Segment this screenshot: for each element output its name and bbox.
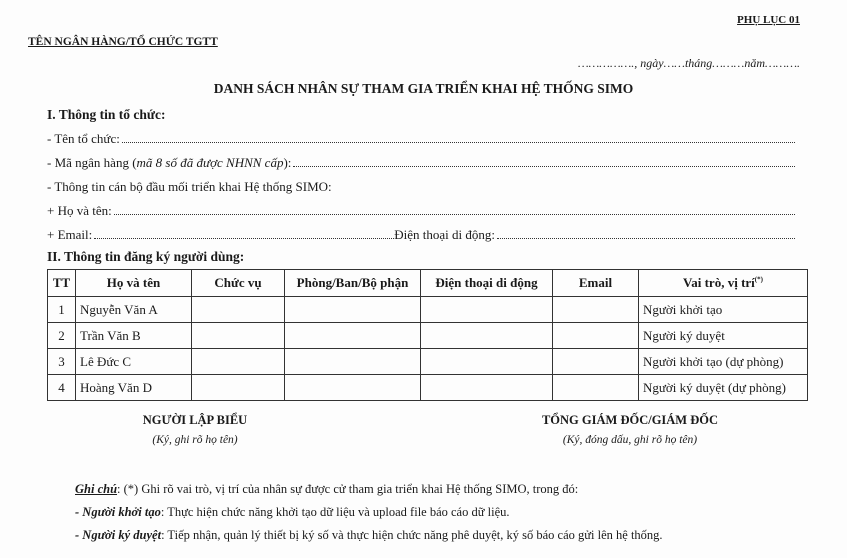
user-registration-table	[47, 269, 808, 401]
cell-tt: 1	[48, 297, 76, 323]
col-header-tt: TT	[48, 270, 76, 297]
cell-phone	[421, 297, 553, 323]
cell-tt: 4	[48, 375, 76, 401]
bank-code-note: mã 8 số đã được NHNN cấp	[136, 155, 284, 170]
cell-name: Trần Văn B	[76, 323, 192, 349]
note-item-initiator	[75, 505, 510, 520]
cell-position	[192, 375, 285, 401]
note-intro-text: : (*) Ghi rõ vai trò, vị trí của nhân sự được cử tham gia triển khai Hệ thống SIMO, trong đó:	[117, 482, 579, 496]
preparer-title: NGƯỜI LẬP BIỂU	[142, 413, 248, 427]
fill-line	[122, 132, 795, 143]
email-phone-line	[47, 227, 795, 243]
cell-email	[553, 349, 639, 375]
table-row	[48, 349, 808, 375]
date-line: ……………., ngày……tháng………năm……….	[577, 56, 800, 70]
cell-department	[285, 349, 421, 375]
bank-code-label: - Mã ngân hàng (	[47, 155, 137, 170]
note-item-approver	[75, 528, 663, 543]
table-row	[48, 297, 808, 323]
contact-label: - Thông tin cán bộ đầu mối triển khai Hệ thống SIMO:	[47, 179, 332, 194]
note-initiator-label: - Người khởi tạo	[75, 505, 161, 519]
fill-line	[94, 228, 394, 239]
note-label: Ghi chú	[75, 482, 118, 496]
appendix-label: PHỤ LỤC 01	[737, 14, 800, 26]
fill-line	[114, 204, 795, 215]
email-label: + Email:	[47, 227, 93, 242]
cell-tt: 3	[48, 349, 76, 375]
fullname-label: + Họ và tên:	[47, 203, 112, 218]
note-approver-text: : Tiếp nhận, quản lý thiết bị ký số và thực hiện chức năng phê duyệt, ký số báo cáo gửi lên hệ thống.	[161, 528, 663, 542]
cell-name: Nguyễn Văn A	[76, 297, 192, 323]
cell-email	[553, 323, 639, 349]
fill-line	[293, 156, 795, 167]
director-title: TỔNG GIÁM ĐỐC/GIÁM ĐỐC	[541, 413, 719, 427]
cell-role: Người ký duyệt (dự phòng)	[639, 375, 808, 401]
cell-email	[553, 297, 639, 323]
cell-department	[285, 375, 421, 401]
section-2-heading: II. Thông tin đăng ký người dùng:	[47, 249, 245, 264]
cell-department	[285, 323, 421, 349]
fill-line	[497, 228, 795, 239]
phone-label: Điện thoại di động:	[394, 227, 495, 242]
cell-role: Người ký duyệt	[639, 323, 808, 349]
cell-phone	[421, 323, 553, 349]
cell-position	[192, 349, 285, 375]
bank-code-line	[47, 155, 795, 171]
cell-name: Lê Đức C	[76, 349, 192, 375]
cell-tt: 2	[48, 323, 76, 349]
section-1-heading: I. Thông tin tổ chức:	[47, 107, 166, 122]
cell-name: Hoàng Văn D	[76, 375, 192, 401]
cell-role: Người khởi tạo (dự phòng)	[639, 349, 808, 375]
col-header-email: Email	[553, 270, 639, 297]
note-initiator-text: : Thực hiện chức năng khởi tạo dữ liệu và upload file báo cáo dữ liệu.	[160, 505, 510, 519]
fullname-line	[47, 203, 795, 219]
organization-header: TÊN NGÂN HÀNG/TỔ CHỨC TGTT	[28, 36, 218, 48]
table-row	[48, 323, 808, 349]
director-note: (Ký, đóng dấu, ghi rõ họ tên)	[562, 434, 698, 446]
cell-role: Người khởi tạo	[639, 297, 808, 323]
table-row	[48, 375, 808, 401]
bank-code-label-end: ):	[283, 155, 292, 170]
col-header-department: Phòng/Ban/Bộ phận	[285, 270, 421, 297]
org-name-label: - Tên tổ chức:	[47, 131, 120, 146]
col-header-phone: Điện thoại di động	[421, 270, 553, 297]
cell-phone	[421, 349, 553, 375]
org-name-line	[47, 131, 795, 147]
cell-position	[192, 297, 285, 323]
col-header-position: Chức vụ	[192, 270, 285, 297]
table-header-row	[48, 270, 808, 297]
note-intro	[75, 482, 578, 497]
col-header-role	[639, 270, 808, 297]
col-header-name: Họ và tên	[76, 270, 192, 297]
cell-position	[192, 323, 285, 349]
role-footnote-marker: (*)	[754, 275, 763, 284]
document-title: DANH SÁCH NHÂN SỰ THAM GIA TRIỂN KHAI HỆ THỐNG SIMO	[213, 81, 634, 96]
col-header-role-label: Vai trò, vị trí	[683, 275, 755, 290]
cell-email	[553, 375, 639, 401]
note-approver-label: - Người ký duyệt	[75, 528, 162, 542]
cell-department	[285, 297, 421, 323]
preparer-note: (Ký, ghi rõ họ tên)	[152, 434, 238, 446]
contact-line	[47, 179, 332, 195]
cell-phone	[421, 375, 553, 401]
